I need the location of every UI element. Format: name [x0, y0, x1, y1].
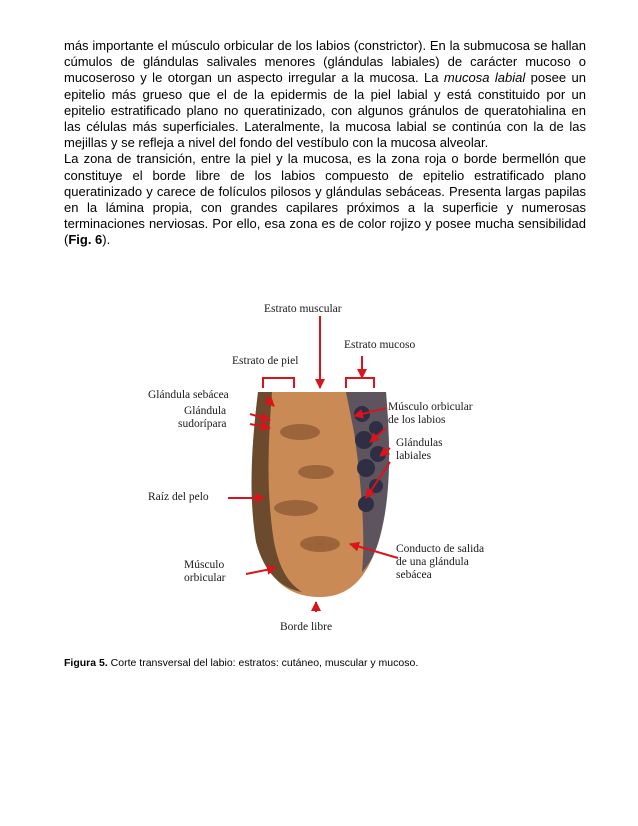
paragraph-2: [64, 151, 586, 248]
label-musculo-orbicular-labios-line1: Músculo orbicular: [388, 401, 473, 413]
mucosa-layer-bracket: [346, 378, 374, 388]
label-borde-libre: Borde libre: [280, 621, 333, 633]
label-glandulas-labiales-line2: labiales: [396, 450, 432, 462]
label-raiz-del-pelo: Raíz del pelo: [148, 491, 209, 503]
paragraph-2-part-2: ).: [102, 232, 111, 248]
paragraph-1-italic-term: mucosa labial: [443, 70, 526, 86]
label-conducto-line1: Conducto de salida: [396, 543, 485, 555]
label-musculo-orbicular-line1: Músculo: [184, 559, 225, 571]
label-estrato-de-piel: Estrato de piel: [232, 355, 299, 367]
label-conducto-line2: de una glándula: [396, 556, 469, 568]
label-glandula-sudoripara-line1: Glándula: [184, 405, 227, 417]
label-musculo-orbicular-labios-line2: de los labios: [388, 414, 446, 426]
caption-text: Corte transversal del labio: estratos: cutáneo, muscular y mucoso.: [107, 657, 419, 669]
paragraph-1: [64, 38, 586, 151]
paragraph-1-part-1: más importante el músculo orbicular de los labios (constrictor). En la submucosa se hallan cúmulos de glándulas salivales menores (glándulas labiales) de carácter mucoso o mucoseroso y le otorgan un aspecto irregular a la mucosa. La: [64, 38, 586, 86]
label-conducto-line3: sebácea: [396, 569, 432, 581]
caption-label: Figura 5.: [64, 657, 108, 669]
label-estrato-muscular: Estrato muscular: [264, 303, 342, 315]
label-glandula-sudoripara-line2: sudorípara: [178, 418, 227, 430]
paragraph-1-part-2: posee un epitelio más grueso que el de la epidermis de la piel labial y está constituido por un epitelio estratificado plano no queratinizado, con algunos gránulos de queratohialina en las células más superficiales. Lateralmente, la mucosa labial se continúa con la de las mejillas y se refleja a nivel del fondo del vestíbulo con la mucosa alveolar.: [64, 70, 586, 151]
lip-diagram: [140, 292, 520, 644]
label-glandula-sebacea: Glándula sebácea: [148, 389, 229, 401]
lip-cross-section-figure: [140, 292, 520, 644]
figure-caption: [64, 656, 586, 670]
paragraph-2-part-1: La zona de transición, entre la piel y la mucosa, es la zona roja o borde bermellón que constituye el borde libre de los labios compuesto de epitelio estratificado plano queratinizado y carece de folículos pilosos y glándulas sebáceas. Presenta largas papilas en la lámina propia, con grandes capilares próximos a la superficie y numerosas terminaciones nerviosas. Por ello, esa zona es de color rojizo y posee mucha sensibilidad (: [64, 151, 586, 248]
skin-layer-bracket: [263, 378, 294, 388]
label-glandulas-labiales-line1: Glándulas: [396, 437, 443, 449]
label-musculo-orbicular-line2: orbicular: [184, 572, 226, 584]
figure-reference: Fig. 6: [68, 232, 103, 248]
label-estrato-mucoso: Estrato mucoso: [344, 339, 416, 351]
body-text: [64, 38, 586, 249]
